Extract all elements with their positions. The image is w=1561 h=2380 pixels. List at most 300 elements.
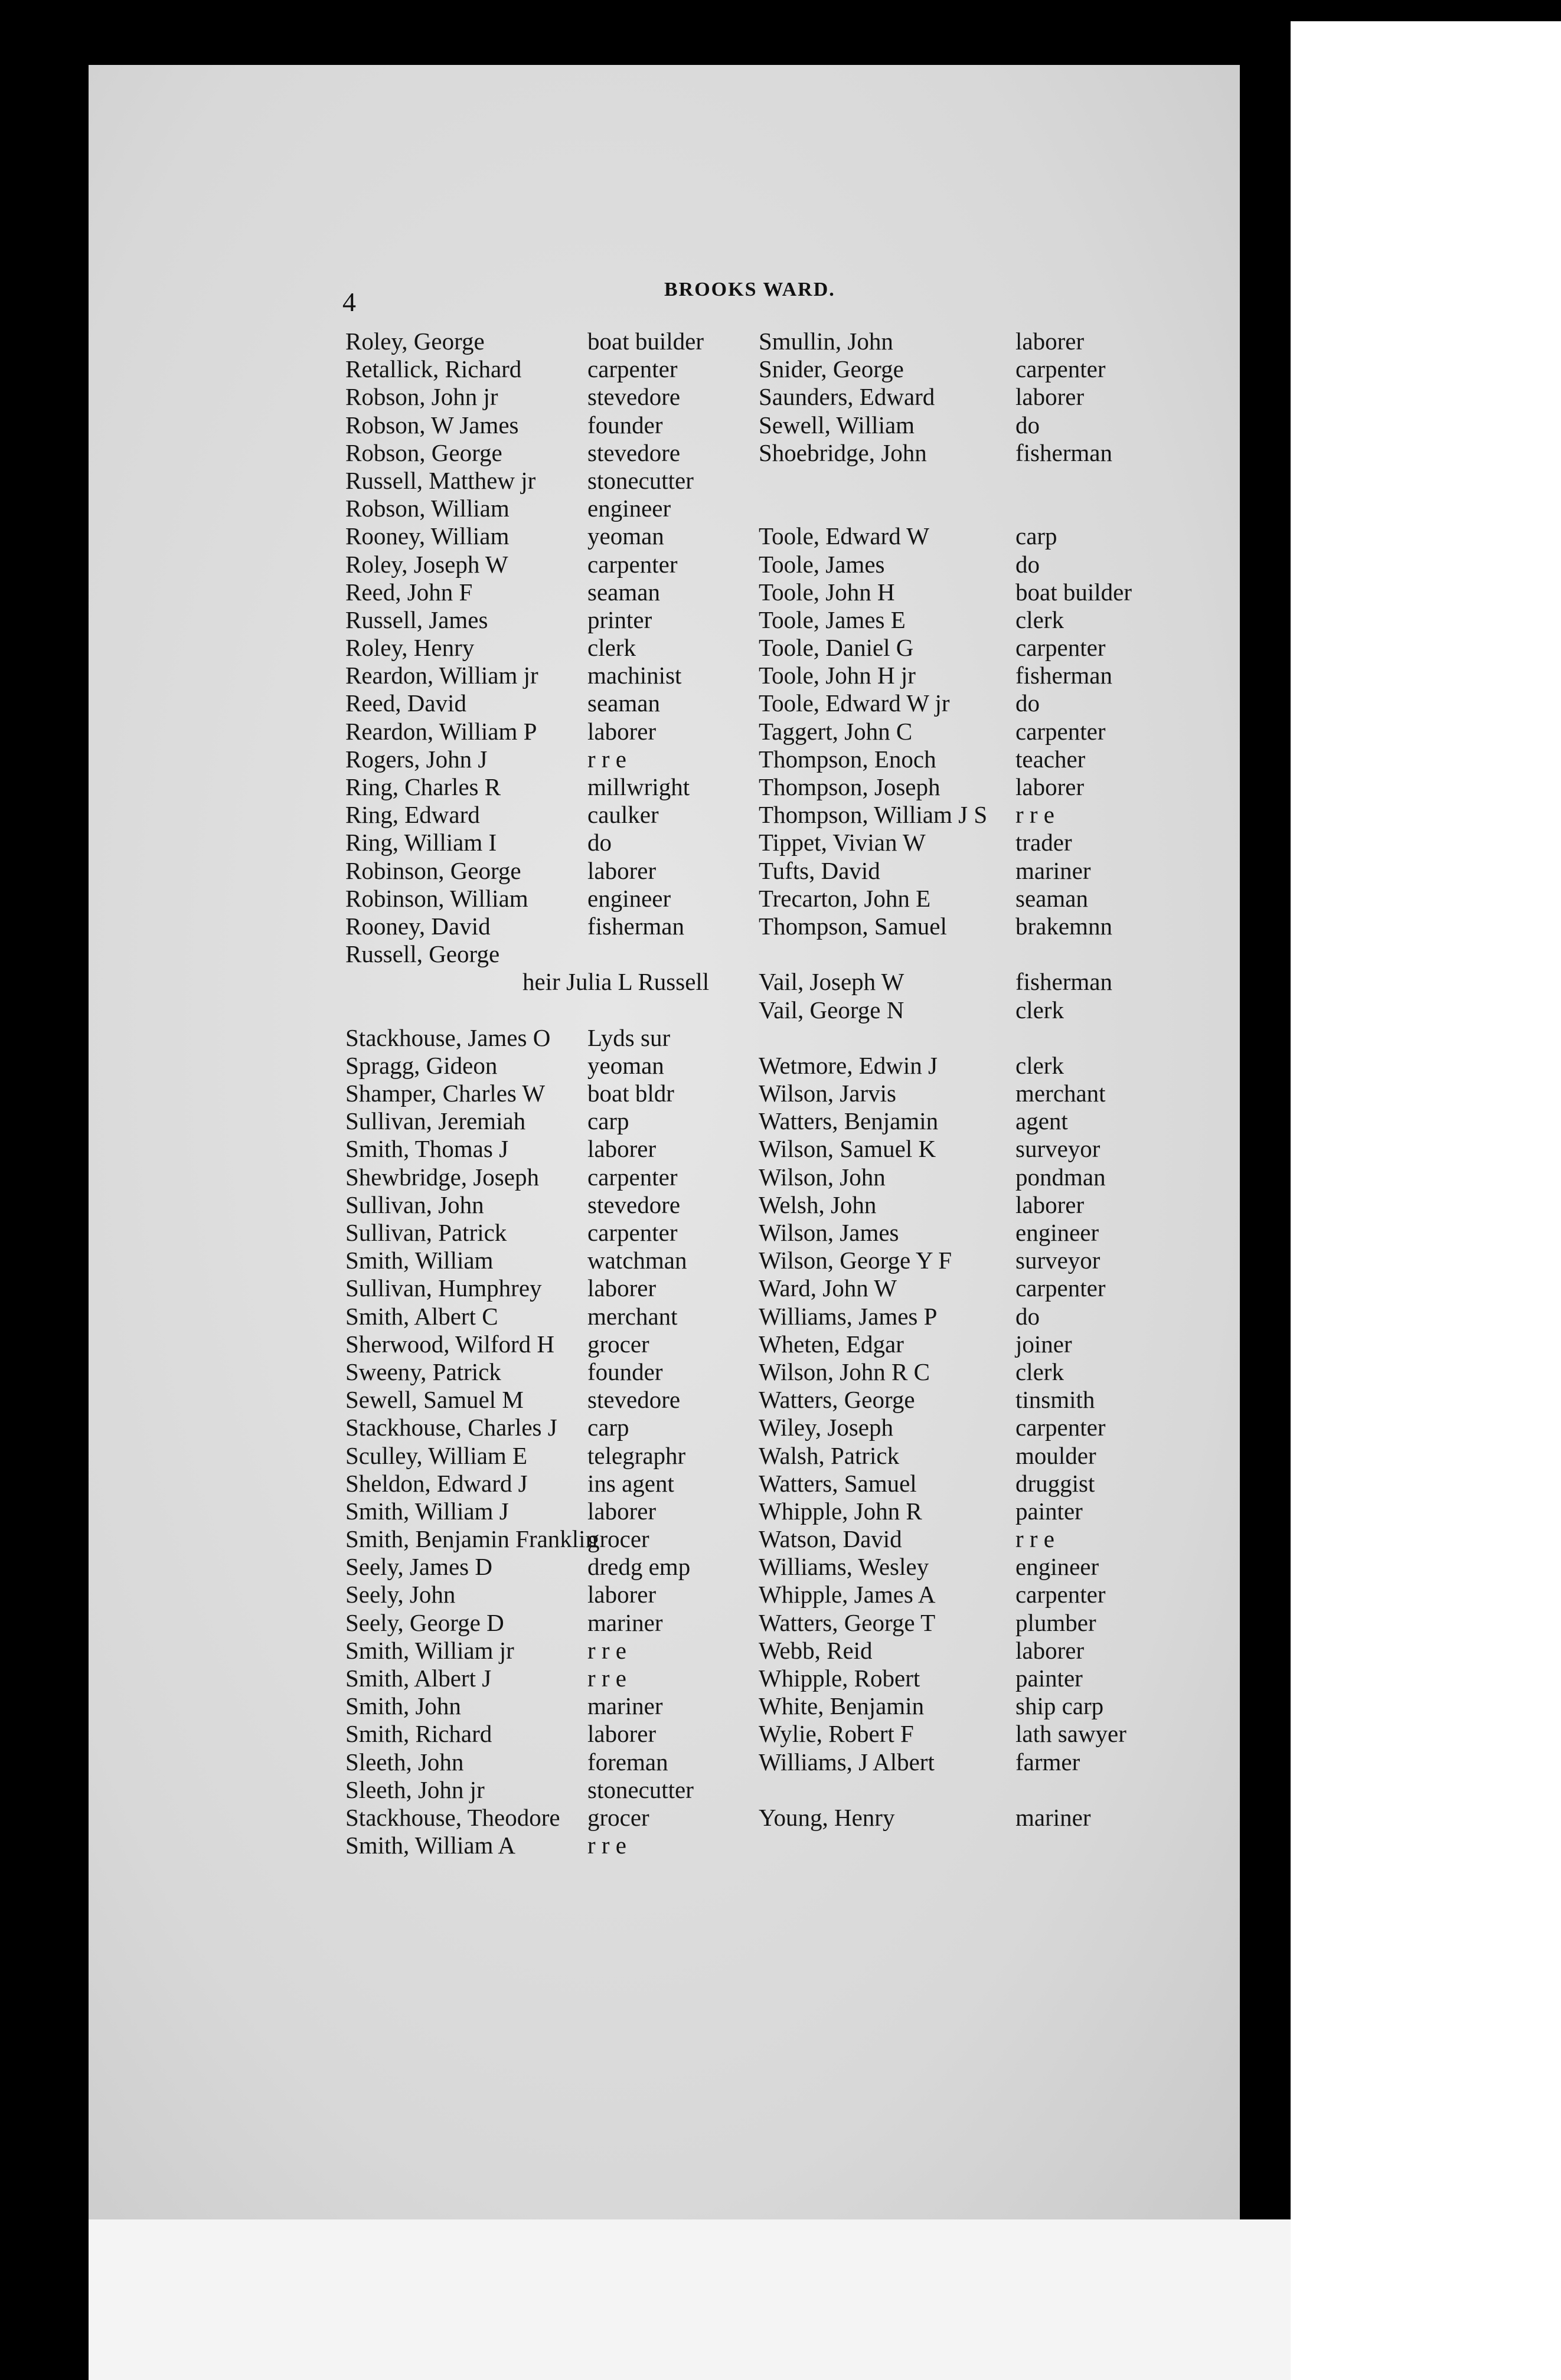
resident-name: Wilson, John R C (759, 1358, 930, 1385)
occupation: do (1015, 550, 1040, 578)
occupation: fisherman (587, 912, 684, 940)
occupation: mariner (587, 1609, 663, 1636)
occupation: r r e (1015, 1525, 1055, 1553)
occupation: engineer (1015, 1219, 1099, 1246)
resident-name: Smith, Albert J (345, 1665, 492, 1692)
occupation: mariner (1015, 1803, 1091, 1831)
resident-name: Roley, Joseph W (345, 550, 508, 578)
resident-name: Ring, Charles R (345, 773, 501, 800)
directory-entry (345, 662, 782, 689)
resident-name: Toole, James (759, 550, 885, 578)
directory-entry (759, 1052, 1207, 1080)
directory-entry (759, 634, 1207, 662)
directory-entry (345, 913, 782, 940)
occupation: tinsmith (1015, 1386, 1095, 1414)
occupation: do (587, 829, 612, 856)
resident-name: Sullivan, Jeremiah (345, 1107, 526, 1135)
resident-name: Vail, Joseph W (759, 968, 904, 996)
right-column (759, 328, 1207, 1832)
directory-entry (759, 1581, 1207, 1609)
occupation: mariner (1015, 856, 1091, 884)
occupation: do (1015, 411, 1040, 439)
resident-name: Robson, John jr (345, 383, 498, 411)
directory-entry (345, 940, 782, 968)
directory-entry (345, 1748, 782, 1776)
resident-name: Watters, George T (759, 1609, 936, 1636)
resident-name: Sewell, Samuel M (345, 1386, 524, 1414)
resident-name: Williams, James P (759, 1302, 938, 1330)
resident-name: Taggert, John C (759, 717, 913, 745)
directory-entry (759, 1720, 1207, 1748)
resident-name: Shoebridge, John (759, 439, 927, 466)
ward-title: BROOKS WARD. (664, 279, 835, 300)
directory-entry (345, 718, 782, 746)
directory-entry (345, 1525, 782, 1553)
occupation: engineer (587, 884, 671, 912)
left-column (345, 328, 782, 1859)
directory-entry (759, 1358, 1207, 1386)
occupation: pondman (1015, 1163, 1106, 1191)
resident-name: Sheldon, Edward J (345, 1469, 528, 1497)
resident-name: Seely, John (345, 1581, 456, 1609)
resident-name: Sherwood, Wilford H (345, 1330, 555, 1358)
resident-name: Reardon, William jr (345, 662, 538, 689)
resident-name: Stackhouse, Charles J (345, 1414, 557, 1441)
resident-name: Shamper, Charles W (345, 1080, 546, 1107)
occupation: laborer (1015, 328, 1085, 355)
occupation: fisherman (1015, 439, 1112, 466)
occupation: carp (587, 1107, 629, 1135)
occupation: boat builder (587, 328, 704, 355)
occupation: grocer (587, 1525, 649, 1553)
occupation: laborer (1015, 1191, 1085, 1218)
directory-entry (759, 1553, 1207, 1581)
directory-entry (345, 1024, 782, 1052)
occupation: carpenter (587, 1163, 678, 1191)
occupation: telegraphr (587, 1441, 686, 1469)
directory-entry (345, 606, 782, 634)
directory-entry (759, 1080, 1207, 1107)
directory-entry (345, 411, 782, 439)
resident-name: Roley, George (345, 328, 485, 355)
directory-entry (759, 383, 1207, 411)
resident-name: Robson, W James (345, 411, 519, 439)
directory-entry (759, 1107, 1207, 1135)
directory-entry (759, 746, 1207, 773)
occupation: carpenter (1015, 634, 1106, 662)
directory-entry (345, 1581, 782, 1609)
resident-name: Sullivan, Patrick (345, 1219, 507, 1246)
blank-line (345, 996, 782, 1024)
resident-name: Smith, William J (345, 1497, 509, 1525)
occupation: engineer (1015, 1553, 1099, 1581)
occupation: machinist (587, 662, 682, 689)
occupation: founder (587, 411, 663, 439)
directory-entry (345, 801, 782, 829)
directory-entry (345, 1470, 782, 1498)
resident-name: Robinson, William (345, 884, 528, 912)
directory-entry (345, 1163, 782, 1191)
resident-name: Smith, John (345, 1692, 461, 1720)
occupation: painter (1015, 1497, 1083, 1525)
directory-entry (345, 773, 782, 801)
occupation: watchman (587, 1247, 687, 1274)
occupation: fisherman (1015, 662, 1112, 689)
resident-name: Ring, Edward (345, 801, 480, 829)
occupation: r r e (587, 1665, 627, 1692)
directory-entry (345, 1609, 782, 1637)
page-number: 4 (342, 287, 356, 317)
occupation: seaman (587, 689, 660, 717)
occupation: laborer (1015, 1636, 1085, 1664)
blank-line (759, 1024, 1207, 1052)
blank-line (759, 940, 1207, 968)
occupation: ship carp (1015, 1692, 1104, 1720)
directory-entry (759, 1525, 1207, 1553)
directory-entry (345, 1776, 782, 1804)
occupation: agent (1015, 1107, 1068, 1135)
resident-name: Sculley, William E (345, 1441, 528, 1469)
resident-name: Smith, Albert C (345, 1302, 498, 1330)
directory-entry (345, 1330, 782, 1358)
occupation: engineer (587, 495, 671, 522)
resident-name: Robson, George (345, 439, 502, 466)
directory-entry (759, 662, 1207, 689)
directory-entry (345, 1720, 782, 1748)
directory-entry (759, 1247, 1207, 1274)
resident-name: Stackhouse, James O (345, 1024, 551, 1051)
directory-entry (759, 328, 1207, 355)
directory-entry (759, 1219, 1207, 1247)
directory-entry (759, 801, 1207, 829)
occupation: carpenter (1015, 1274, 1106, 1302)
resident-name: Shewbridge, Joseph (345, 1163, 539, 1191)
resident-name: Wilson, George Y F (759, 1247, 952, 1274)
occupation: printer (587, 606, 652, 633)
directory-entry (345, 746, 782, 773)
directory-entry (759, 411, 1207, 439)
resident-name: Sullivan, Humphrey (345, 1274, 542, 1302)
resident-name: Whipple, Robert (759, 1665, 920, 1692)
resident-name: Toole, James E (759, 606, 906, 633)
directory-entry (345, 495, 782, 522)
directory-entry (345, 1498, 782, 1525)
directory-entry (759, 355, 1207, 383)
directory-entry (345, 1219, 782, 1247)
directory-entry (759, 1303, 1207, 1330)
occupation: stevedore (587, 383, 681, 411)
resident-name: Smith, Thomas J (345, 1135, 509, 1163)
resident-name: Thompson, William J S (759, 801, 988, 829)
resident-name: Reed, John F (345, 578, 473, 606)
directory-entry (345, 689, 782, 717)
occupation: Lyds sur (587, 1024, 671, 1051)
occupation: seaman (1015, 884, 1088, 912)
resident-name: Wilson, Jarvis (759, 1080, 896, 1107)
directory-entry (759, 857, 1207, 885)
directory-entry (759, 1330, 1207, 1358)
directory-entry (759, 913, 1207, 940)
resident-name: Rogers, John J (345, 745, 488, 773)
directory-entry (759, 1470, 1207, 1498)
directory-entry (759, 1135, 1207, 1163)
resident-name: Smith, William jr (345, 1636, 514, 1664)
directory-entry (759, 522, 1207, 550)
occupation: moulder (1015, 1441, 1096, 1469)
directory-entry (345, 1637, 782, 1665)
resident-name: Smith, Benjamin Franklin (345, 1525, 598, 1553)
resident-name: Roley, Henry (345, 634, 475, 662)
occupation: laborer (587, 1581, 657, 1609)
occupation: yeoman (587, 522, 664, 550)
resident-name: Welsh, John (759, 1191, 877, 1218)
occupation: grocer (587, 1803, 649, 1831)
directory-entry (759, 773, 1207, 801)
directory-entry (759, 1274, 1207, 1302)
resident-name: Rooney, David (345, 912, 491, 940)
resident-name: Rooney, William (345, 522, 510, 550)
occupation: r r e (587, 1832, 627, 1859)
resident-name: Toole, Daniel G (759, 634, 914, 662)
occupation: druggist (1015, 1469, 1095, 1497)
resident-name: Ward, John W (759, 1274, 897, 1302)
occupation: mariner (587, 1692, 663, 1720)
resident-name: Stackhouse, Theodore (345, 1803, 560, 1831)
resident-name: Watson, David (759, 1525, 902, 1553)
occupation: farmer (1015, 1748, 1080, 1776)
resident-name: Sweeny, Patrick (345, 1358, 501, 1385)
resident-name: Spragg, Gideon (345, 1051, 498, 1079)
directory-entry (759, 996, 1207, 1024)
resident-name: Smith, William (345, 1247, 494, 1274)
resident-name: Snider, George (759, 355, 904, 383)
occupation: founder (587, 1358, 663, 1385)
resident-name: Wilson, Samuel K (759, 1135, 936, 1163)
resident-name: Smullin, John (759, 328, 893, 355)
resident-name: Russell, James (345, 606, 488, 633)
directory-entry (759, 968, 1207, 996)
directory-entry (345, 829, 782, 856)
directory-entry (345, 1386, 782, 1414)
resident-name: Reed, David (345, 689, 466, 717)
directory-entry (759, 551, 1207, 578)
resident-name: Walsh, Patrick (759, 1441, 900, 1469)
resident-name: Sullivan, John (345, 1191, 484, 1218)
occupation: teacher (1015, 745, 1086, 773)
resident-name: Seely, George D (345, 1609, 504, 1636)
resident-name: Wilson, John (759, 1163, 886, 1191)
directory-entry (345, 1358, 782, 1386)
directory-entry (345, 857, 782, 885)
resident-name: Toole, Edward W (759, 522, 929, 550)
resident-name: Wiley, Joseph (759, 1414, 893, 1441)
directory-entry (759, 1609, 1207, 1637)
directory-entry (759, 829, 1207, 856)
directory-entry (345, 1665, 782, 1692)
occupation: laborer (1015, 773, 1085, 800)
bottom-margin-strip (89, 2219, 1291, 2380)
occupation: grocer (587, 1330, 649, 1358)
resident-name: Retallick, Richard (345, 355, 522, 383)
occupation: yeoman (587, 1051, 664, 1079)
directory-entry (345, 1052, 782, 1080)
directory-entry (345, 1692, 782, 1720)
occupation: carp (587, 1414, 629, 1441)
directory-entry (759, 1163, 1207, 1191)
occupation: carpenter (587, 550, 678, 578)
directory-entry (759, 1637, 1207, 1665)
directory-entry (759, 439, 1207, 467)
directory-entry (345, 328, 782, 355)
occupation: laborer (1015, 383, 1085, 411)
resident-name: Robinson, George (345, 856, 521, 884)
directory-entry (345, 578, 782, 606)
resident-name: Whipple, James A (759, 1581, 936, 1609)
directory-entry (345, 1414, 782, 1441)
resident-name: Wylie, Robert F (759, 1720, 914, 1748)
occupation: clerk (1015, 606, 1064, 633)
resident-name: Ring, William I (345, 829, 497, 856)
occupation: stonecutter (587, 466, 694, 494)
occupation: r r e (1015, 801, 1055, 829)
occupation: carpenter (587, 1219, 678, 1246)
directory-entry (345, 885, 782, 913)
directory-entry (759, 1692, 1207, 1720)
directory-entry (759, 1804, 1207, 1832)
resident-name: Watters, George (759, 1386, 915, 1414)
resident-name: Thompson, Joseph (759, 773, 940, 800)
occupation: plumber (1015, 1609, 1096, 1636)
occupation: r r e (587, 1636, 627, 1664)
directory-entry (759, 885, 1207, 913)
occupation: brakemnn (1015, 912, 1112, 940)
occupation: carpenter (1015, 355, 1106, 383)
directory-entry (345, 1135, 782, 1163)
resident-name: Russell, Matthew jr (345, 466, 536, 494)
resident-name: Toole, John H jr (759, 662, 916, 689)
occupation: do (1015, 1302, 1040, 1330)
directory-entry (345, 1832, 782, 1859)
resident-name: Sleeth, John jr (345, 1776, 485, 1803)
resident-name: Thompson, Enoch (759, 745, 936, 773)
occupation: ins agent (587, 1469, 674, 1497)
directory-entry (345, 1080, 782, 1107)
occupation: boat builder (1015, 578, 1132, 606)
occupation: laborer (587, 1274, 657, 1302)
resident-name: Toole, Edward W jr (759, 689, 950, 717)
directory-entry (759, 1414, 1207, 1441)
directory-entry (759, 1748, 1207, 1776)
directory-entry (345, 439, 782, 467)
resident-name: Reardon, William P (345, 717, 537, 745)
resident-name: Trecarton, John E (759, 884, 931, 912)
directory-entry (345, 355, 782, 383)
occupation: do (1015, 689, 1040, 717)
directory-entry (345, 1274, 782, 1302)
directory-entry (759, 1665, 1207, 1692)
occupation: stonecutter (587, 1776, 694, 1803)
directory-entry (345, 1247, 782, 1274)
resident-name: Saunders, Edward (759, 383, 935, 411)
directory-entry (759, 1386, 1207, 1414)
directory-entry (759, 718, 1207, 746)
occupation: surveyor (1015, 1135, 1100, 1163)
resident-name: Tippet, Vivian W (759, 829, 926, 856)
occupation: stevedore (587, 1386, 681, 1414)
resident-name: Watters, Benjamin (759, 1107, 939, 1135)
resident-name: Vail, George N (759, 996, 904, 1024)
occupation: surveyor (1015, 1247, 1100, 1274)
continuation-text: heir Julia L Russell (522, 968, 710, 996)
resident-name: Toole, John H (759, 578, 895, 606)
occupation: r r e (587, 745, 627, 773)
occupation: laborer (587, 1497, 657, 1525)
directory-entry (345, 1191, 782, 1219)
occupation: trader (1015, 829, 1072, 856)
resident-name: Smith, Richard (345, 1720, 492, 1748)
directory-entry (345, 551, 782, 578)
directory-entry (759, 1191, 1207, 1219)
resident-name: Smith, William A (345, 1832, 516, 1859)
occupation: stevedore (587, 1191, 681, 1218)
directory-entry (345, 467, 782, 495)
occupation: fisherman (1015, 968, 1112, 996)
resident-name: Wetmore, Edwin J (759, 1051, 938, 1079)
directory-entry (345, 522, 782, 550)
continuation-line (345, 968, 782, 996)
occupation: millwright (587, 773, 690, 800)
occupation: seaman (587, 578, 660, 606)
resident-name: Wheten, Edgar (759, 1330, 904, 1358)
directory-entry (345, 1442, 782, 1470)
resident-name: Seely, James D (345, 1553, 492, 1581)
occupation: clerk (1015, 1358, 1064, 1385)
resident-name: Thompson, Samuel (759, 912, 947, 940)
occupation: stevedore (587, 439, 681, 466)
directory-entry (345, 1553, 782, 1581)
directory-entry (345, 634, 782, 662)
directory-entry (345, 1804, 782, 1832)
occupation: carpenter (1015, 717, 1106, 745)
occupation: merchant (1015, 1080, 1106, 1107)
directory-entry (759, 1442, 1207, 1470)
resident-name: Watters, Samuel (759, 1469, 917, 1497)
resident-name: Whipple, John R (759, 1497, 922, 1525)
occupation: clerk (1015, 996, 1064, 1024)
blank-line (759, 495, 1207, 522)
resident-name: Williams, Wesley (759, 1553, 929, 1581)
directory-entry (759, 578, 1207, 606)
occupation: dredg emp (587, 1553, 691, 1581)
occupation: carpenter (1015, 1581, 1106, 1609)
blank-line (759, 1776, 1207, 1804)
occupation: laborer (587, 1720, 657, 1748)
resident-name: Sewell, William (759, 411, 915, 439)
resident-name: Williams, J Albert (759, 1748, 935, 1776)
occupation: foreman (587, 1748, 668, 1776)
occupation: carpenter (1015, 1414, 1106, 1441)
directory-entry (345, 1303, 782, 1330)
resident-name: Tufts, David (759, 856, 880, 884)
occupation: caulker (587, 801, 659, 829)
occupation: laborer (587, 717, 657, 745)
directory-entry (759, 1498, 1207, 1525)
directory-entry (759, 689, 1207, 717)
blank-line (759, 467, 1207, 495)
resident-name: Young, Henry (759, 1803, 895, 1831)
occupation: clerk (587, 634, 636, 662)
occupation: boat bldr (587, 1080, 674, 1107)
